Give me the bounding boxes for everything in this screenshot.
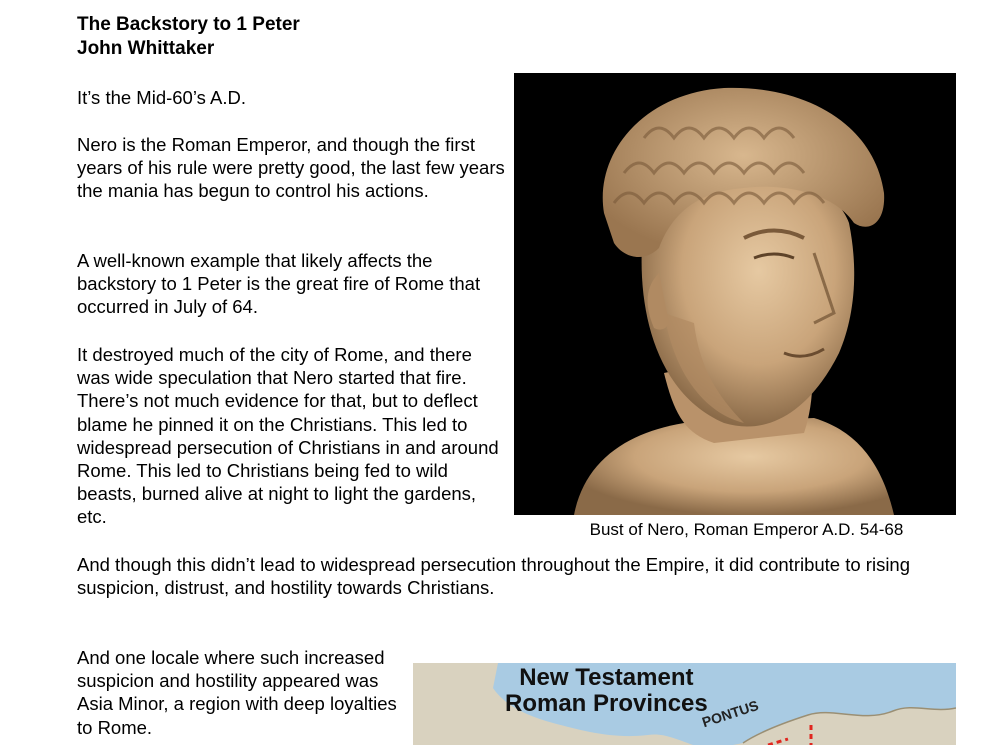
paragraph-1: It’s the Mid-60’s A.D. [77,87,246,108]
document-title [77,13,300,61]
paragraph-2: Nero is the Roman Emperor, and though the first years of his rule were pretty good, the last few years the mania has begun to control his actions. [77,134,505,202]
nero-bust-image [514,73,956,515]
paragraph-4: It destroyed much of the city of Rome, and there was wide speculation that Nero started that fire. There’s not much evidence for that, but to deflect blame he pinned it on the Christians. This led to widespread persecution of Christians in and around Rome. This led to Christians being fed to wild beasts, burned alive at night to light the gardens, etc. [77,344,499,528]
roman-provinces-map [413,663,956,745]
title-text: The Backstory to 1 Peter [77,14,300,35]
bust-illustration [514,73,956,515]
pontus-label: PONTUS [700,696,761,731]
map-title [505,665,708,717]
map-title-line-2: Roman Provinces [505,690,708,717]
author-name: John Whittaker [77,38,215,59]
paragraph-6: And one locale where such increased suspicion and hostility appeared was Asia Minor, a region with deep loyalties to Rome. [77,647,397,738]
map-title-line-1: New Testament [519,664,694,691]
bust-caption: Bust of Nero, Roman Emperor A.D. 54-68 [589,520,904,539]
paragraph-5: And though this didn’t lead to widespread persecution throughout the Empire, it did contribute to rising suspicion, distrust, and hostility towards Christians. [77,554,911,599]
paragraph-3: A well-known example that likely affects the backstory to 1 Peter is the great fire of Rome that occurred in July of 64. [77,250,481,318]
